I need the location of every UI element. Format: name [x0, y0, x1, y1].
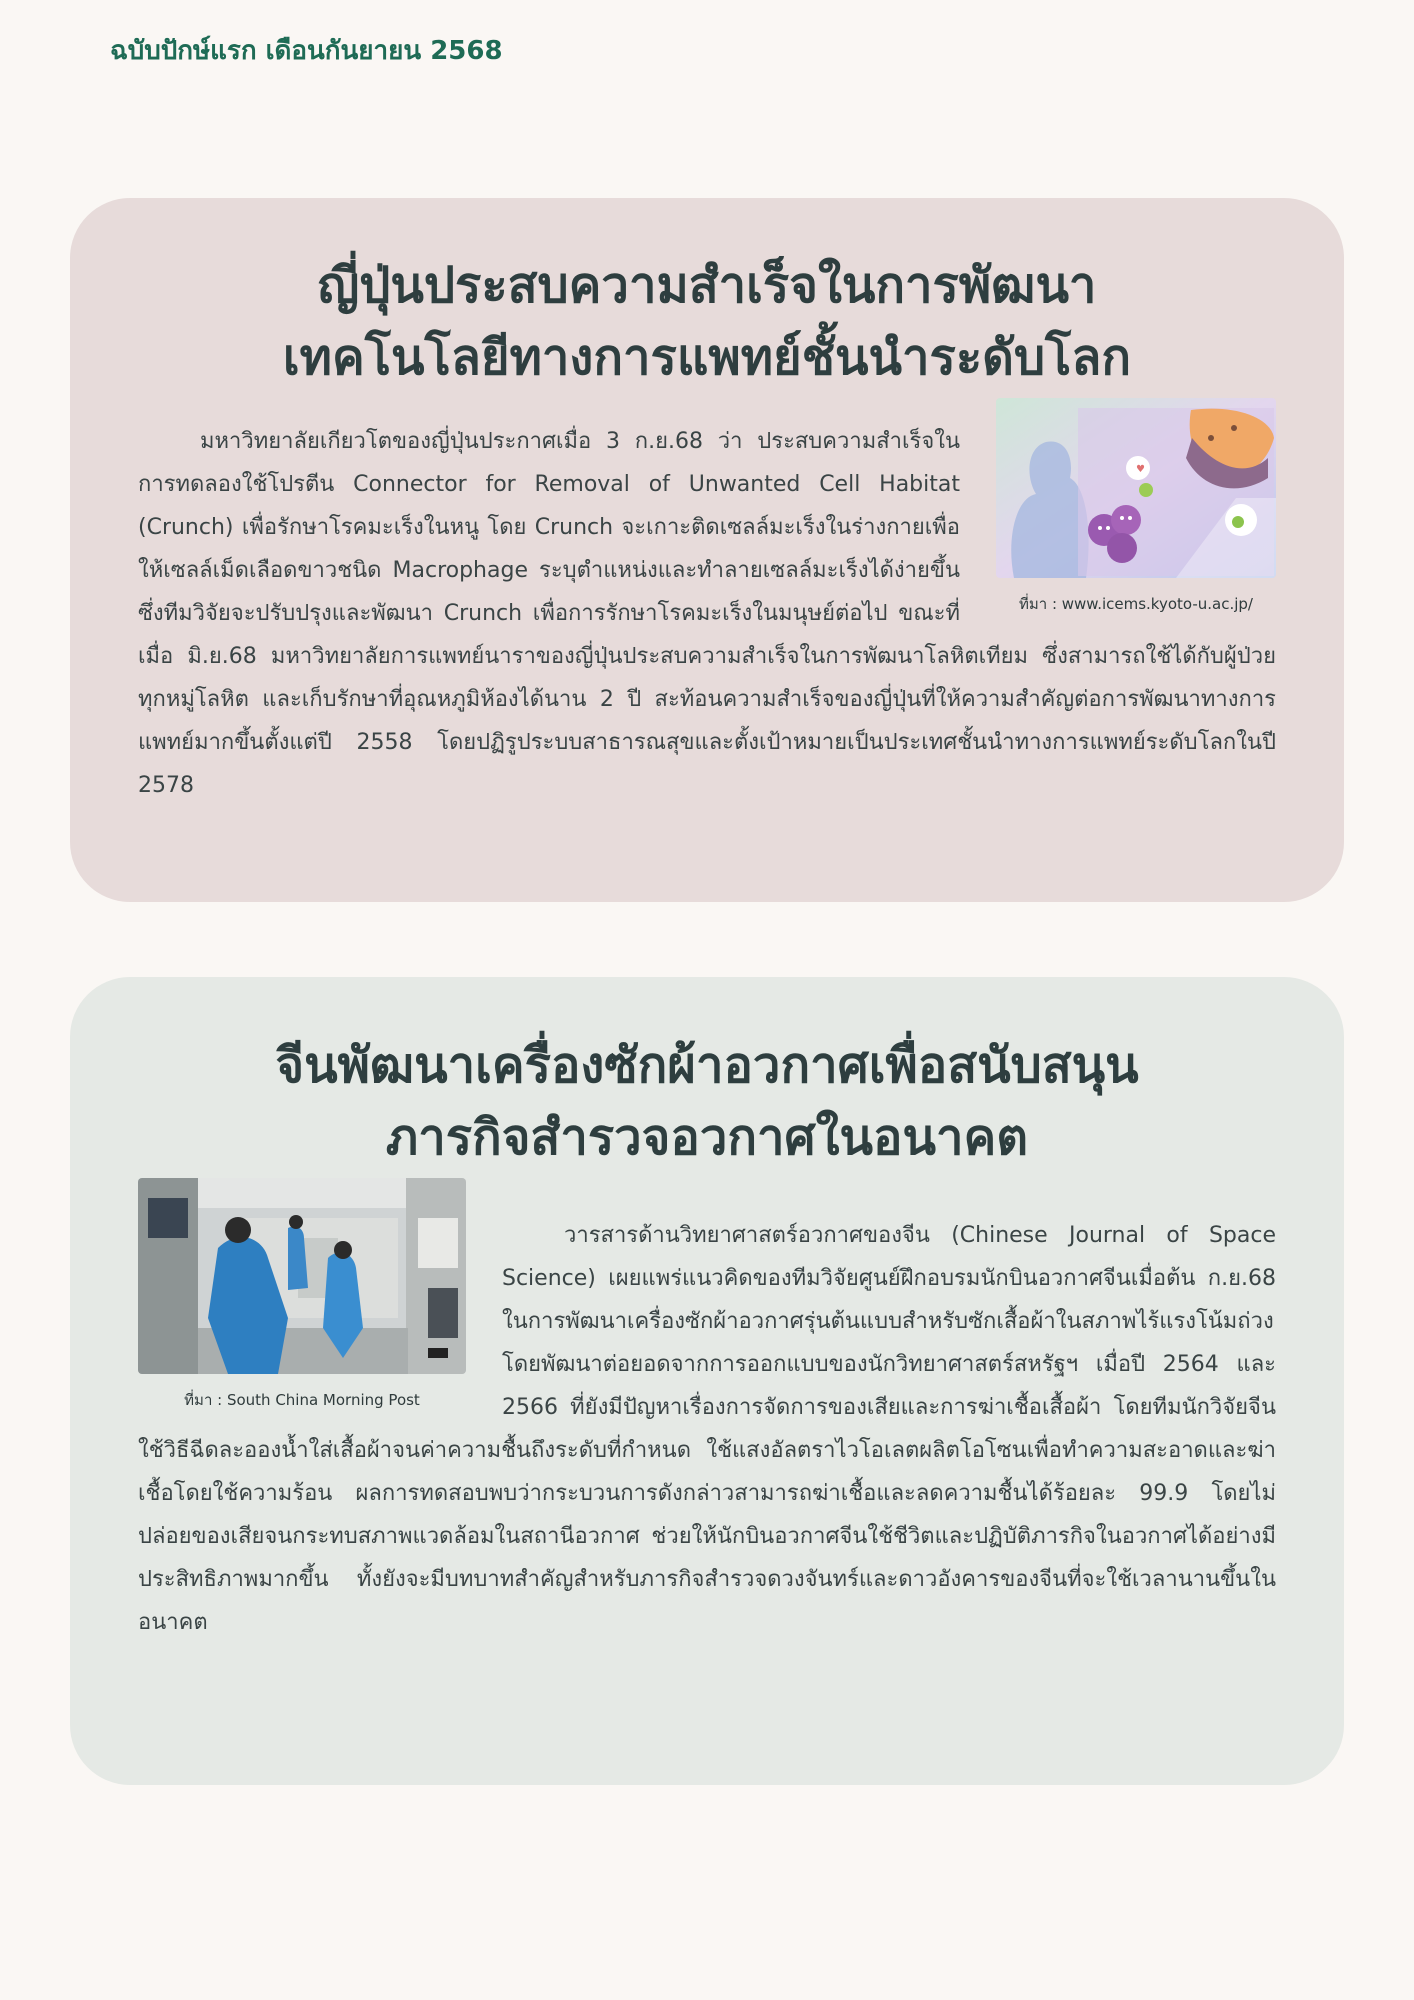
- article-title-line1: จีนพัฒนาเครื่องซักผ้าอวกาศเพื่อสนับสนุน: [275, 1037, 1139, 1094]
- article-card-china: [70, 977, 1344, 1785]
- article-card-japan: [70, 198, 1344, 902]
- article-title-line1: ญี่ปุ่นประสบความสำเร็จในการพัฒนา: [317, 257, 1097, 314]
- image-caption: ที่มา : www.icems.kyoto-u.ac.jp/: [1018, 595, 1253, 613]
- article-figure: [138, 1178, 466, 1410]
- article-figure: [996, 398, 1276, 614]
- article-title: [138, 977, 1276, 1174]
- article-body: มหาวิทยาลัยเกียวโตของญี่ปุ่นประกาศเมื่อ 3 ก.ย.68 ว่า ประสบความสำเร็จในการทดลองใช้โปรตีน Connector for Removal of Unwanted Cell Habitat (Crunch) เพื่อรักษาโรคมะเร็งในหนู โดย Crunch จะเกาะติดเซลล์มะเร็งในร่างกายเพื่อให้เซลล์เม็ดเลือดขาวชนิด Macrophage ระบุตำแหน่งและทำลายเซลล์มะเร็งได้ง่ายขึ้น ซึ่งทีมวิจัยจะปรับปรุงและพัฒนา Crunch เพื่อการรักษาโรคมะเร็งในมนุษย์ต่อไป ขณะที่เมื่อ มิ.ย.68 มหาวิทยาลัยการแพทย์นาราของญี่ปุ่นประสบความสำเร็จในการพัฒนาโลหิตเทียม ซึ่งสามารถใช้ได้กับผู้ป่วยทุกหมู่โลหิต และเก็บรักษาที่อุณหภูมิห้องได้นาน 2 ปี สะท้อนความสำเร็จของญี่ปุ่นที่ให้ความสำคัญต่อการพัฒนาทางการแพทย์มากขึ้นตั้งแต่ปี 2558 โดยปฏิรูประบบสาธารณสุขและตั้งเป้าหมายเป็นประเทศชั้นนำทางการแพทย์ระดับโลกในปี 2578: [138, 429, 1276, 798]
- article-title: [138, 198, 1276, 394]
- image-caption: ที่มา : South China Morning Post: [184, 1391, 420, 1409]
- article-title-line2: เทคโนโลยีทางการแพทย์ชั้นนำระดับโลก: [282, 329, 1132, 386]
- issue-label: ฉบับปักษ์แรก เดือนกันยายน 2568: [110, 36, 503, 66]
- illustration-image: [996, 398, 1276, 578]
- space-station-photo: [138, 1178, 466, 1374]
- article-body: วารสารด้านวิทยาศาสตร์อวกาศของจีน (Chinese Journal of Space Science) เผยแพร่แนวคิดของทีมวิจัยศูนย์ฝึกอบรมนักบินอวกาศจีนเมื่อต้น ก.ย.68 ในการพัฒนาเครื่องซักผ้าอวกาศรุ่นต้นแบบสำหรับซักเสื้อผ้าในสภาพไร้แรงโน้มถ่วง โดยพัฒนาต่อยอดจากการออกแบบของนักวิทยาศาสตร์สหรัฐฯ เมื่อปี 2564 และ 2566 ที่ยังมีปัญหาเรื่องการจัดการของเสียและการฆ่าเชื้อเสื้อผ้า โดยทีมนักวิจัยจีนใช้วิธีฉีดละอองน้ำใส่เสื้อผ้าจนค่าความชื้นถึงระดับที่กำหนด ใช้แสงอัลตราไวโอเลตผลิตโอโซนเพื่อทำความสะอาดและฆ่าเชื้อโดยใช้ความร้อน ผลการทดสอบพบว่ากระบวนการดังกล่าวสามารถฆ่าเชื้อและลดความชื้นได้ร้อยละ 99.9 โดยไม่ปล่อยของเสียจนกระทบสภาพแวดล้อมในสถานีอวกาศ ช่วยให้นักบินอวกาศจีนใช้ชีวิตและปฏิบัติภารกิจในอวกาศได้อย่างมีประสิทธิภาพมากขึ้น ทั้งยังจะมีบทบาทสำคัญสำหรับภารกิจสำรวจดวงจันทร์และดาวอังคารของจีนที่จะใช้เวลานานขึ้นในอนาคต: [138, 1223, 1276, 1635]
- svg-text:♥: ♥: [1136, 464, 1145, 475]
- article-title-line2: ภารกิจสำรวจอวกาศในอนาคต: [385, 1109, 1029, 1166]
